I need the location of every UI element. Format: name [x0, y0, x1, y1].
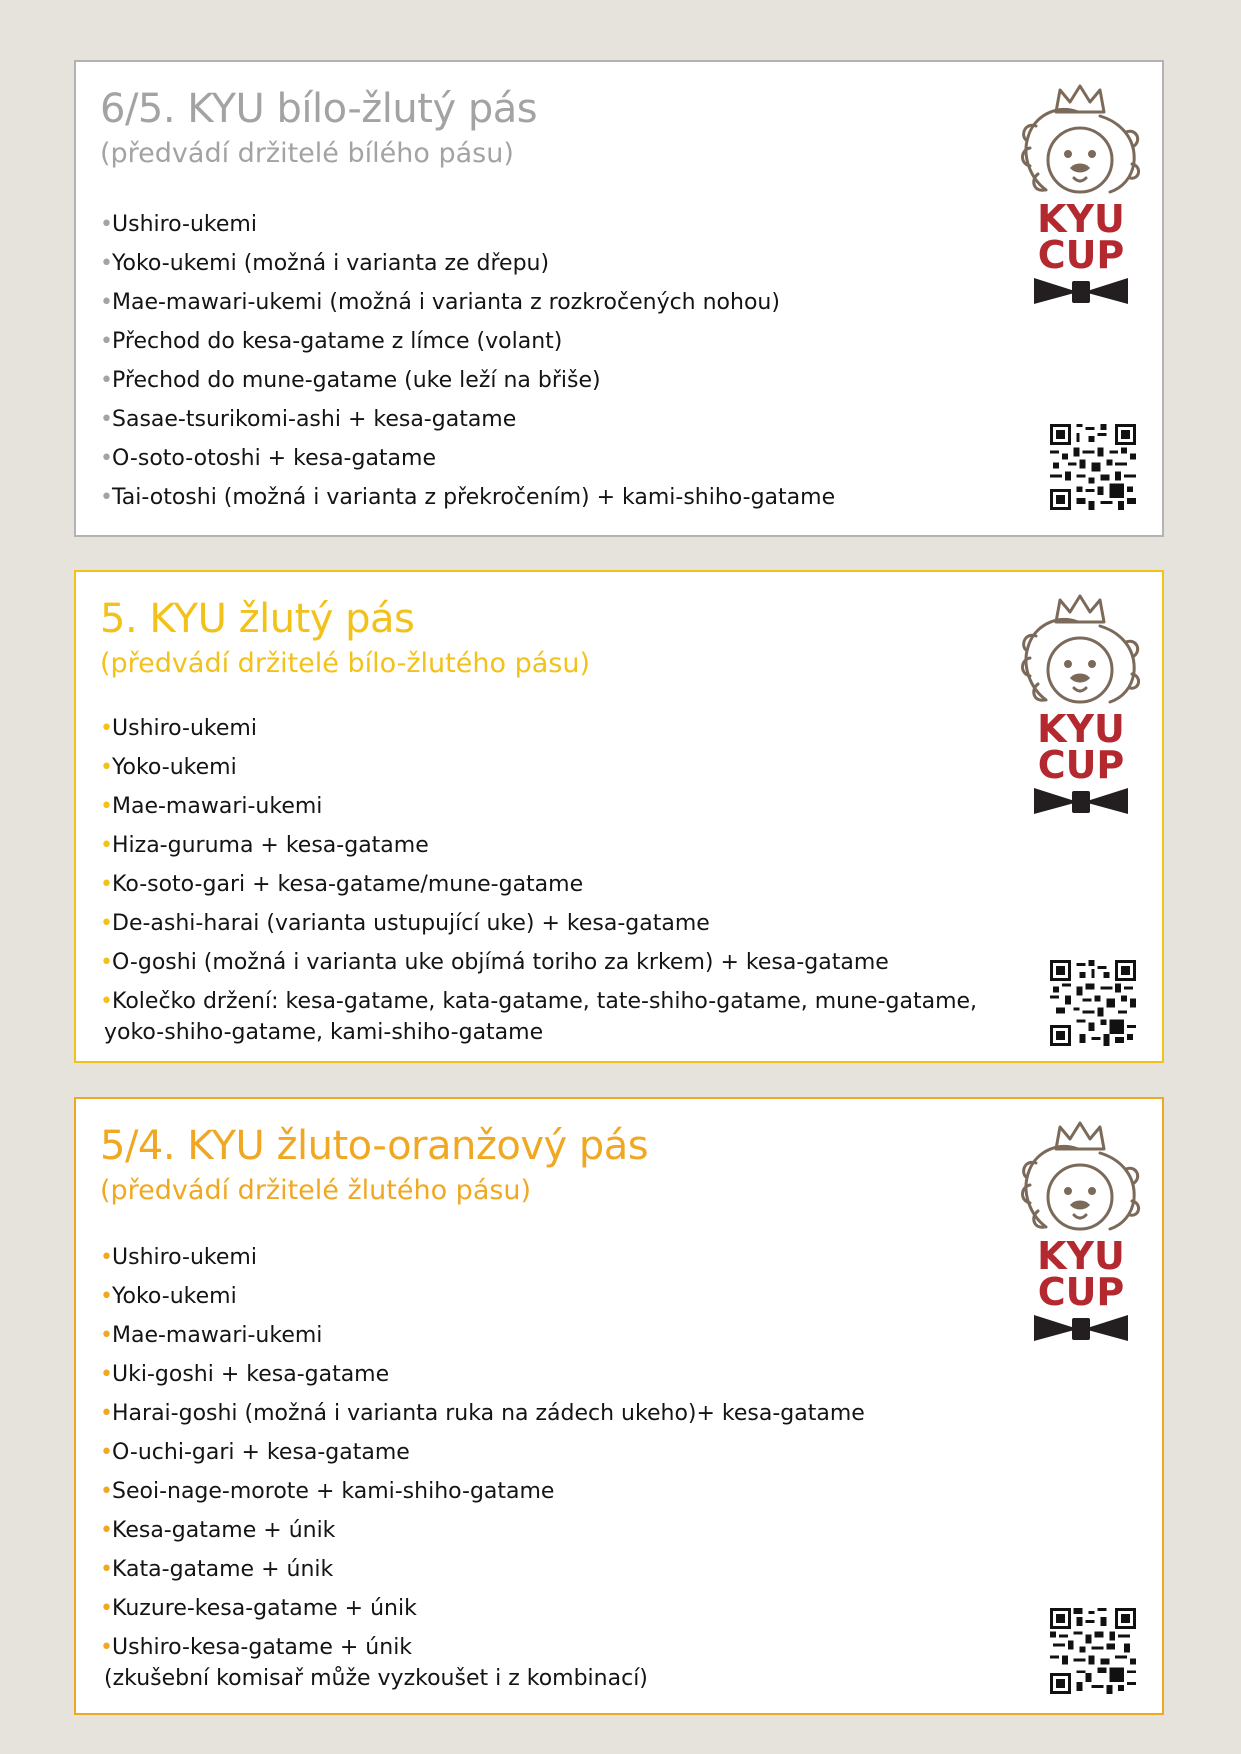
list-item: •Kata-gatame + únik: [100, 1557, 334, 1582]
list-item: •Uki-goshi + kesa-gatame: [100, 1362, 390, 1387]
qr-code-icon: [1050, 960, 1136, 1046]
list-item: •Přechod do mune-gatame (uke leží na břiše): [100, 368, 601, 393]
list-item: •Ushiro-ukemi: [100, 1245, 257, 1270]
list-item: •Ushiro-ukemi: [100, 716, 257, 741]
list-item: •Seoi-nage-morote + kami-shiho-gatame: [100, 1479, 555, 1504]
logo-text-kyu: KYU: [1037, 707, 1125, 751]
card-title: 6/5. KYU bílo-žlutý pás: [100, 86, 538, 132]
list-item: •Sasae-tsurikomi-ashi + kesa-gatame: [100, 407, 517, 432]
list-item-continuation: yoko-shiho-gatame, kami-shiho-gatame: [104, 1020, 544, 1045]
belt-card-yellow: [74, 570, 1164, 1063]
logo-text-kyu: KYU: [1037, 197, 1125, 241]
list-item: •Kuzure-kesa-gatame + únik: [100, 1596, 417, 1621]
list-item: •Tai-otoshi (možná i varianta z překročením) + kami-shiho-gatame: [100, 485, 836, 510]
list-item: •O-soto-otoshi + kesa-gatame: [100, 446, 437, 471]
list-item: •Ko-soto-gari + kesa-gatame/mune-gatame: [100, 872, 584, 897]
lion-icon: [1023, 1147, 1139, 1229]
lion-icon: [1023, 620, 1139, 702]
logo-text-cup: CUP: [1037, 1270, 1125, 1314]
list-item: •O-uchi-gari + kesa-gatame: [100, 1440, 410, 1465]
list-item: •Yoko-ukemi: [100, 755, 237, 780]
list-item: •Mae-mawari-ukemi (možná i varianta z rozkročených nohou): [100, 290, 780, 315]
list-item-continuation: (zkušební komisař může vyzkoušet i z kombinací): [104, 1666, 648, 1691]
list-item: •O-goshi (možná i varianta uke objímá toriho za krkem) + kesa-gatame: [100, 950, 889, 975]
list-item: •Kesa-gatame + únik: [100, 1518, 336, 1543]
list-item: •De-ashi-harai (varianta ustupující uke) + kesa-gatame: [100, 911, 710, 936]
belt-card-white-yellow: [74, 60, 1164, 537]
black-belt-icon: [1034, 278, 1128, 304]
logo-text-kyu: KYU: [1037, 1234, 1125, 1278]
kyu-cup-logo: [1016, 1119, 1146, 1344]
card-title: 5. KYU žlutý pás: [100, 596, 415, 642]
card-subtitle: (předvádí držitelé bílého pásu): [100, 138, 514, 169]
list-item: •Hiza-guruma + kesa-gatame: [100, 833, 429, 858]
black-belt-icon: [1034, 788, 1128, 814]
lion-icon: [1023, 110, 1139, 192]
qr-code-icon: [1050, 1608, 1136, 1694]
list-item: •Ushiro-ukemi: [100, 212, 257, 237]
list-item: •Kolečko držení: kesa-gatame, kata-gatame, tate-shiho-gatame, mune-gatame, yoko-shiho-gatame, kami-shiho-gatame: [100, 989, 978, 1045]
list-item: •Yoko-ukemi (možná i varianta ze dřepu): [100, 251, 550, 276]
qr-code-icon: [1050, 424, 1136, 510]
logo-text-cup: CUP: [1037, 743, 1125, 787]
list-item: •Ushiro-kesa-gatame + únik (zkušební komisař může vyzkoušet i z kombinací): [100, 1635, 648, 1691]
list-item: •Mae-mawari-ukemi: [100, 794, 323, 819]
list-item: •Přechod do kesa-gatame z límce (volant): [100, 329, 563, 354]
belt-card-yellow-orange: [74, 1097, 1164, 1715]
kyu-cup-logo: [1016, 592, 1146, 817]
list-item: •Yoko-ukemi: [100, 1284, 237, 1309]
card-subtitle: (předvádí držitelé bílo-žlutého pásu): [100, 648, 590, 679]
black-belt-icon: [1034, 1315, 1128, 1341]
logo-text-cup: CUP: [1037, 233, 1125, 277]
list-item: •Mae-mawari-ukemi: [100, 1323, 323, 1348]
list-item: •Harai-goshi (možná i varianta ruka na zádech ukeho)+ kesa-gatame: [100, 1401, 865, 1426]
card-subtitle: (předvádí držitelé žlutého pásu): [100, 1175, 532, 1206]
kyu-cup-logo: [1016, 82, 1146, 307]
card-title: 5/4. KYU žluto-oranžový pás: [100, 1123, 649, 1169]
